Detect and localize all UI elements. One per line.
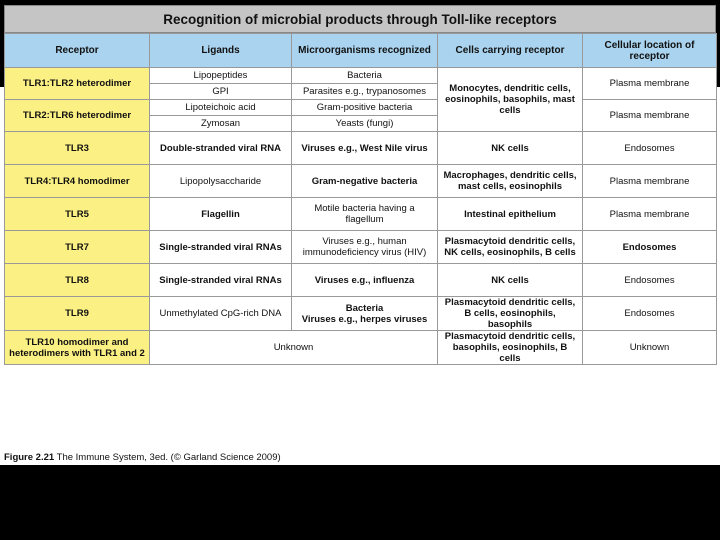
header-location: Cellular location of receptor: [583, 34, 717, 68]
table-row: [5, 198, 717, 231]
location-cell: Plasma membrane: [583, 165, 717, 198]
microorganism-cell: Bacteria: [292, 68, 438, 84]
ligand-cell: Unknown: [150, 331, 438, 365]
ligand-cell: Lipopolysaccharide: [150, 165, 292, 198]
cells-cell: Macrophages, dendritic cells, mast cells, eosinophils: [438, 165, 583, 198]
microorganism-cell: Yeasts (fungi): [292, 116, 438, 132]
cells-cell: Plasmacytoid dendritic cells, NK cells, eosinophils, B cells: [438, 231, 583, 264]
ligand-cell: Unmethylated CpG-rich DNA: [150, 297, 292, 331]
receptor-cell: TLR8: [5, 264, 150, 297]
header-row: [5, 34, 717, 68]
header-cells: Cells carrying receptor: [438, 34, 583, 68]
microorganism-cell: Viruses e.g., influenza: [292, 264, 438, 297]
location-cell: Endosomes: [583, 264, 717, 297]
header-ligands: Ligands: [150, 34, 292, 68]
microorganism-line: Bacteria: [345, 302, 384, 314]
table-title: Recognition of microbial products through Toll-like receptors: [4, 5, 716, 33]
ligand-cell: GPI: [150, 84, 292, 100]
receptor-cell: TLR7: [5, 231, 150, 264]
tlr-table: [4, 33, 717, 365]
receptor-cell: TLR2:TLR6 heterodimer: [5, 100, 150, 132]
microorganism-cell: Parasites e.g., trypanosomes: [292, 84, 438, 100]
table-row: [5, 331, 717, 365]
location-cell: Endosomes: [583, 231, 717, 264]
receptor-cell: TLR10 homodimer and heterodimers with TLR1 and 2: [5, 331, 150, 365]
receptor-cell: TLR1:TLR2 heterodimer: [5, 68, 150, 100]
location-cell: Plasma membrane: [583, 198, 717, 231]
table-row: [5, 100, 717, 116]
location-cell: Plasma membrane: [583, 100, 717, 132]
cells-cell: Intestinal epithelium: [438, 198, 583, 231]
microorganism-cell: Viruses e.g., West Nile virus: [292, 132, 438, 165]
cells-cell: NK cells: [438, 132, 583, 165]
header-microorganisms: Microorganisms recognized: [292, 34, 438, 68]
location-cell: Endosomes: [583, 132, 717, 165]
microorganism-cell: Viruses e.g., human immunodeficiency virus (HIV): [292, 231, 438, 264]
table-row: [5, 132, 717, 165]
microorganism-cell: Motile bacteria having a flagellum: [292, 198, 438, 231]
location-cell: Endosomes: [583, 297, 717, 331]
ligand-cell: Lipopeptides: [150, 68, 292, 84]
cells-cell: Plasmacytoid dendritic cells, B cells, eosinophils, basophils: [438, 297, 583, 331]
ligand-cell: Single-stranded viral RNAs: [150, 231, 292, 264]
receptor-cell: TLR9: [5, 297, 150, 331]
receptor-cell: TLR5: [5, 198, 150, 231]
microorganism-line: Viruses e.g., herpes viruses: [301, 313, 428, 325]
figure-source: The Immune System, 3ed. (© Garland Science 2009): [56, 452, 281, 463]
table-row: [5, 165, 717, 198]
ligand-cell: Zymosan: [150, 116, 292, 132]
ligand-cell: Double-stranded viral RNA: [150, 132, 292, 165]
microorganism-cell: Gram-positive bacteria: [292, 100, 438, 116]
table-row: [5, 231, 717, 264]
receptor-cell: TLR3: [5, 132, 150, 165]
header-receptor: Receptor: [5, 34, 150, 68]
table-row: [5, 264, 717, 297]
microorganism-cell: Gram-negative bacteria: [292, 165, 438, 198]
microorganism-cell: [292, 297, 438, 331]
figure-number: Figure 2.21: [4, 452, 55, 463]
ligand-cell: Flagellin: [150, 198, 292, 231]
ligand-cell: Single-stranded viral RNAs: [150, 264, 292, 297]
cells-cell: NK cells: [438, 264, 583, 297]
cells-cell: Monocytes, dendritic cells, eosinophils, basophils, mast cells: [438, 68, 583, 132]
figure-caption: [4, 452, 281, 463]
table-row: [5, 297, 717, 331]
ligand-cell: Lipoteichoic acid: [150, 100, 292, 116]
receptor-cell: TLR4:TLR4 homodimer: [5, 165, 150, 198]
cells-cell: Plasmacytoid dendritic cells, basophils, eosinophils, B cells: [438, 331, 583, 365]
location-cell: Plasma membrane: [583, 68, 717, 100]
location-cell: Unknown: [583, 331, 717, 365]
table-row: [5, 68, 717, 84]
